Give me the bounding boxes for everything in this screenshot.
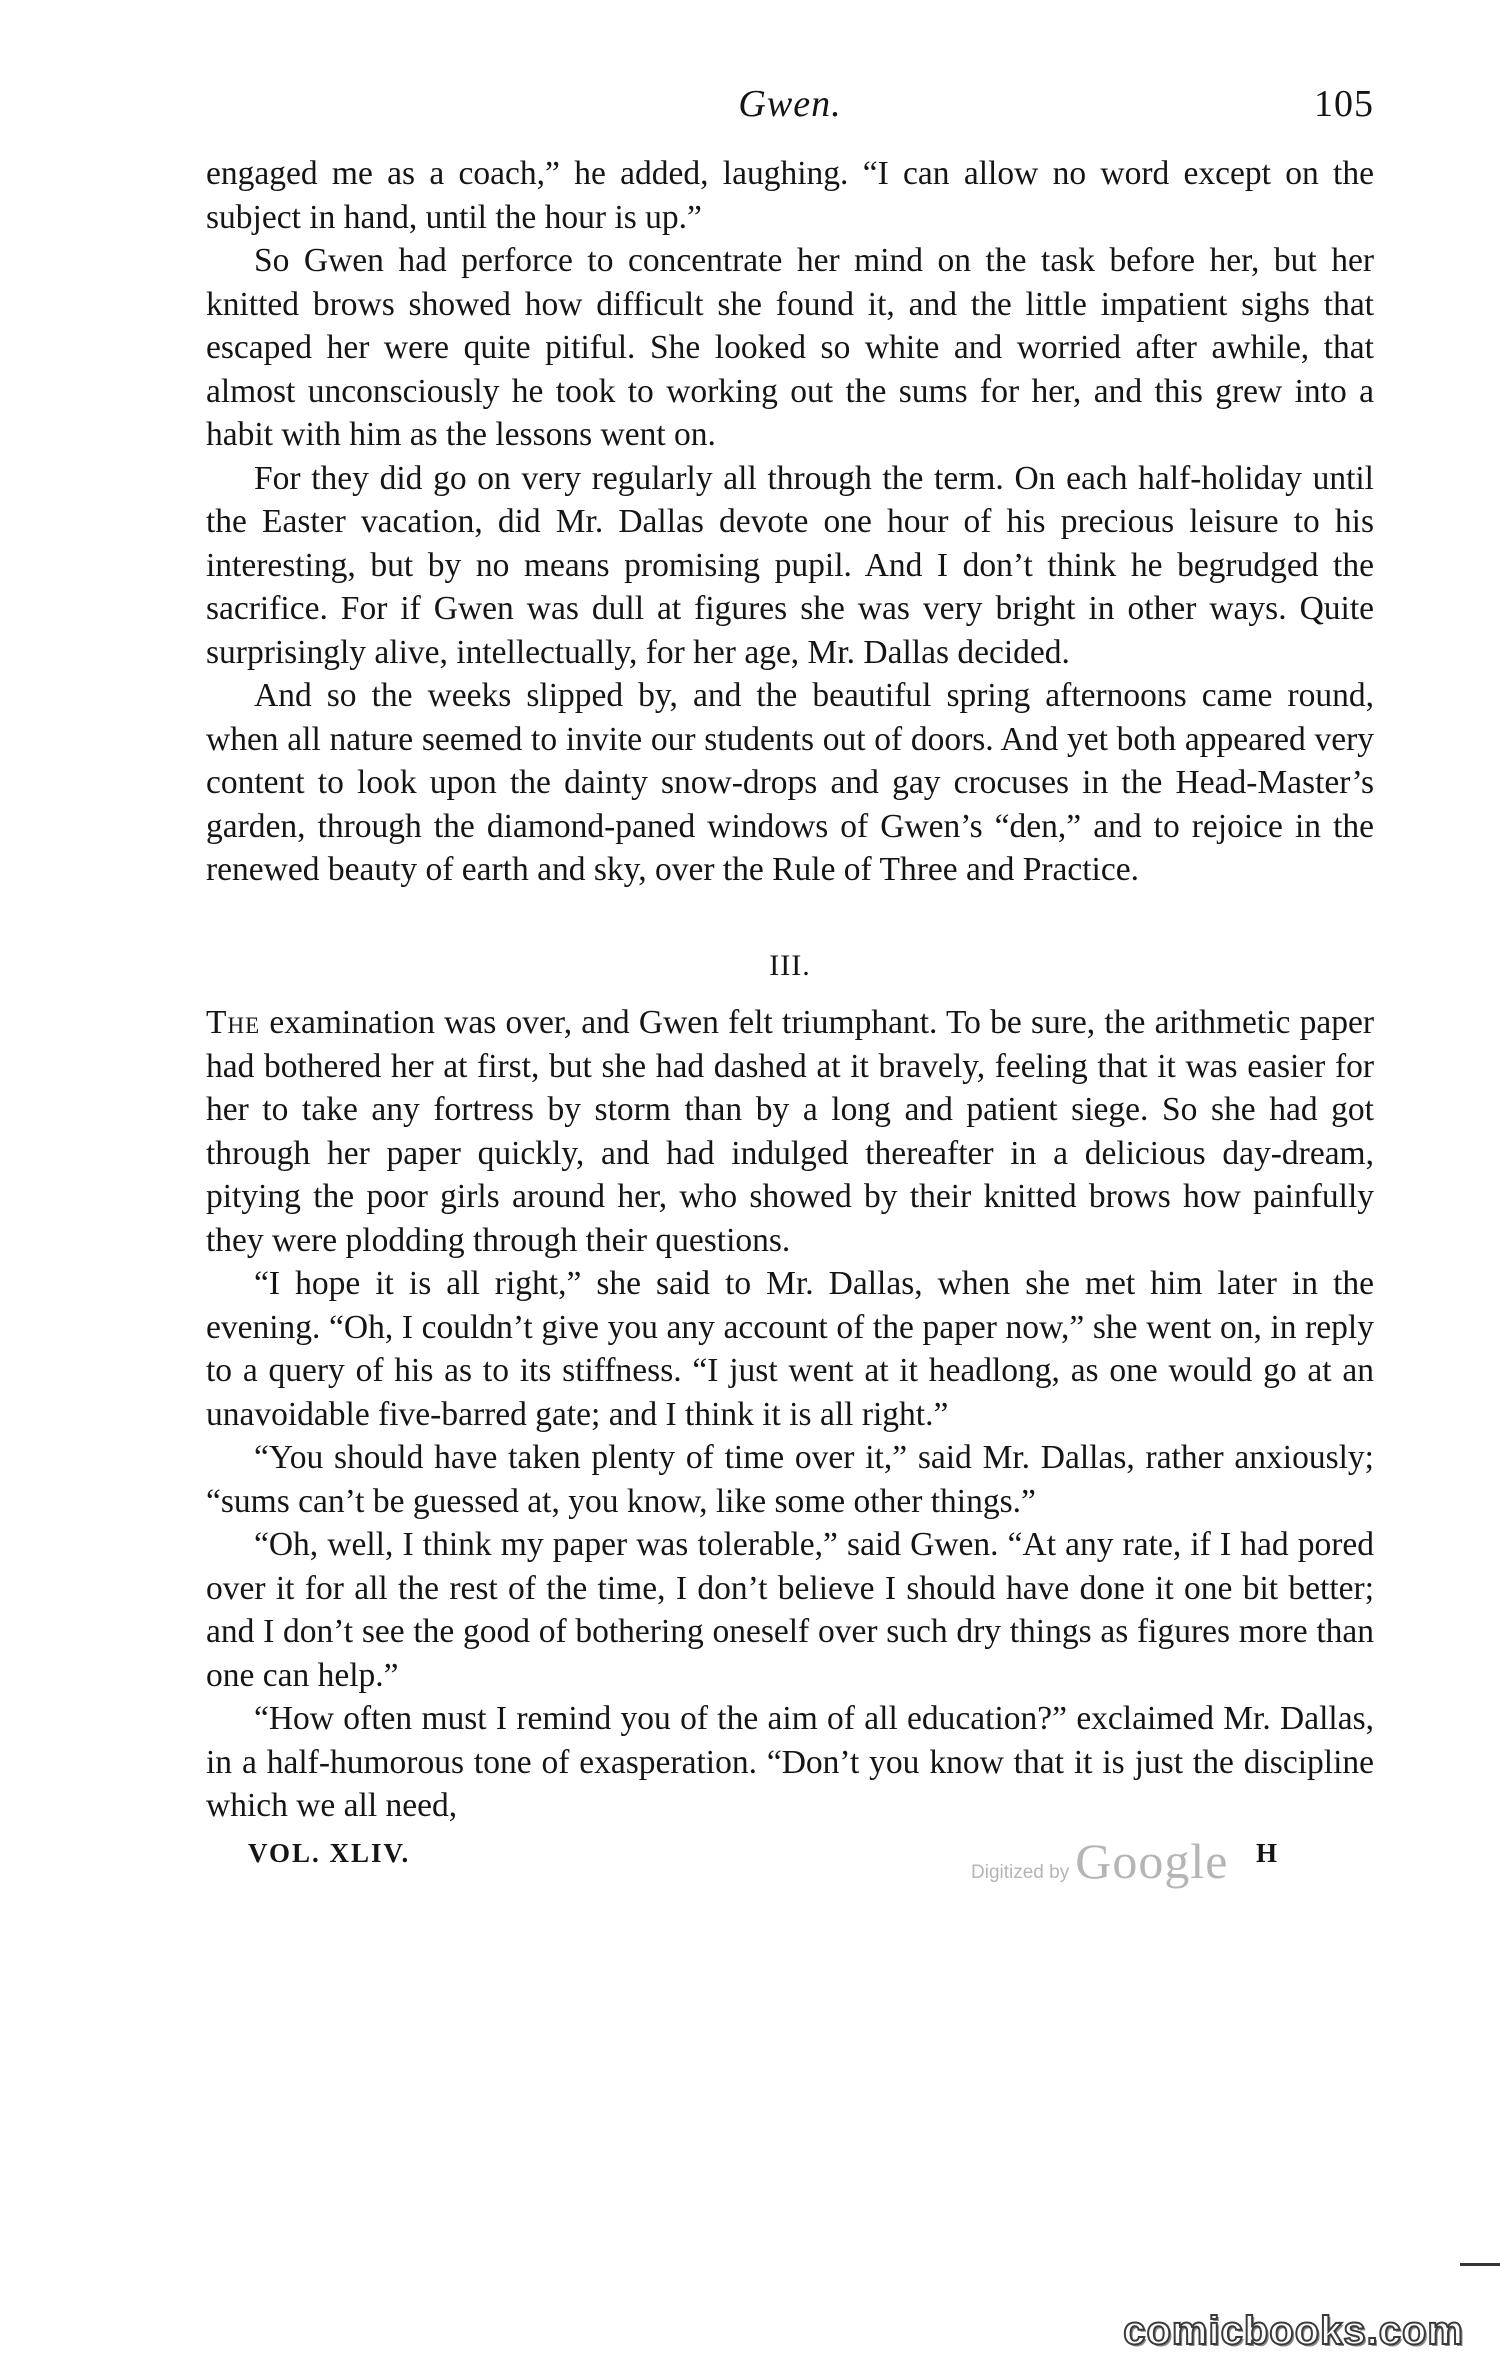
- running-title: Gwen.: [738, 83, 842, 125]
- section-first-paragraph-text: examination was over, and Gwen felt triumphant. To be sure, the arithmetic paper had bothered her at first, but she had dashed at it bravely, feeling that it was easier for her to take any fortress by storm than by a long and patient siege. So she had got through her paper quickly, and had indulged thereafter in a delicious day-dream, pitying the poor girls around her, who showed by their knitted brows how painfully they were plodding through their questions.: [206, 1004, 1374, 1259]
- paragraph-2: So Gwen had perforce to concentrate her mind on the task before her, but her knitted brows showed how difficult she found it, and the little impatient sighs that escaped her were quite pitiful. She looked so white and worried after awhile, that almost unconsciously he took to working out the sums for her, and this grew into a habit with him as the lessons went on.: [206, 242, 1374, 453]
- page-footer: [206, 1832, 1374, 1898]
- section-heading: III.: [769, 948, 811, 982]
- paragraph-3: For they did go on very regularly all through the term. On each half-holiday until the Easter vacation, did Mr. Dallas devote one hour of his precious leisure to his interesting, but by no means promising pupil. And I don’t think he begrudged the sacrifice. For if Gwen was dull at figures she was very bright in other ways. Quite surprisingly alive, intellectually, for her age, Mr. Dallas decided.: [206, 459, 1374, 671]
- site-watermark: comicbooks.com: [1123, 2309, 1464, 2353]
- paragraph-1: engaged me as a coach,” he added, laughing. “I can allow no word except on the subject in hand, until the hour is up.”: [206, 155, 1374, 236]
- volume-signature: VOL. XLIV.: [248, 1837, 411, 1868]
- book-page: [206, 82, 1374, 1898]
- paragraph-4: And so the weeks slipped by, and the beautiful spring afternoons came round, when all nature seemed to invite our students out of doors. And yet both appeared very content to look upon the dainty snow-drops and gay crocuses in the Head-Master’s garden, through the diamond-paned windows of Gwen’s “den,” and to rejoice in the renewed beauty of earth and sky, over the Rule of Three and Practice.: [206, 677, 1374, 888]
- page-number: 105: [1314, 83, 1374, 125]
- section-first-paragraph: [206, 1001, 1374, 1262]
- edge-divider: [1460, 2263, 1500, 2266]
- running-head: [206, 82, 1374, 152]
- body-text: [206, 152, 1374, 1828]
- paragraph-7: “You should have taken plenty of time over it,” said Mr. Dallas, rather anxiously; “sums can’t be guessed at, you know, like some other things.”: [206, 1439, 1374, 1520]
- paragraph-8: “Oh, well, I think my paper was tolerable,” said Gwen. “At any rate, if I had pored over it for all the rest of the time, I don’t believe I should have done it one bit better; and I don’t see the good of bothering oneself over such dry things as figures more than one can help.”: [206, 1526, 1374, 1694]
- paragraph-6: “I hope it is all right,” she said to Mr. Dallas, when she met him later in the evening. “Oh, I couldn’t give you any account of the paper now,” she went on, in reply to a query of his as to its stiffness. “I just went at it headlong, as one would go at an unavoidable five-barred gate; and I think it is all right.”: [206, 1265, 1374, 1433]
- paragraph-9: “How often must I remind you of the aim of all education?” exclaimed Mr. Dallas, in a half-humorous tone of exasperation. “Don’t you know that it is just the discipline which we all need,: [206, 1700, 1374, 1824]
- digitized-by-google: [971, 1832, 1228, 1890]
- digitized-by-text: Digitized by: [971, 1861, 1070, 1883]
- section-first-word: The: [206, 1004, 261, 1041]
- google-logo: Google: [1075, 1832, 1229, 1889]
- signature-mark: H: [1256, 1837, 1278, 1868]
